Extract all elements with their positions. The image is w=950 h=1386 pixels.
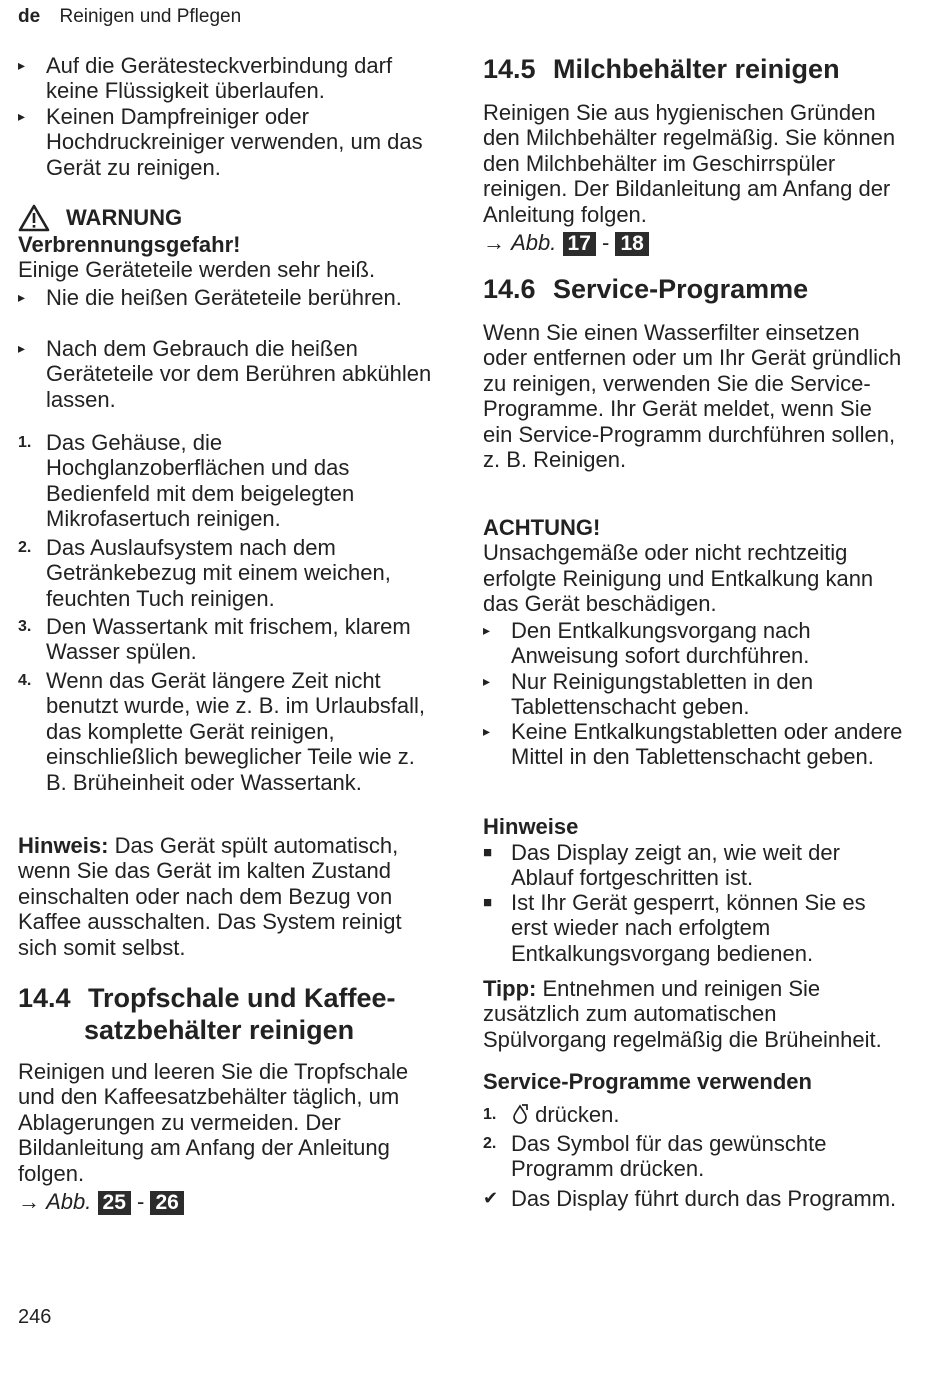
page-number: 246 — [18, 1306, 52, 1328]
step-item: 2. Das Symbol für das gewünschte Programm drücken. — [483, 1131, 827, 1182]
figure-reference: → Abb. 25 - 26 — [18, 1189, 184, 1215]
bullet-arrow-icon: ▸ — [18, 289, 26, 305]
list-item: ▸ Keine Entkalkungstabletten oder andere Mittel in den Tablettenschacht geben. — [483, 719, 903, 770]
hinweis-paragraph — [18, 833, 433, 960]
list-item: ▸ Keinen Dampfreiniger oder Hochdruckreiniger verwenden, um das Gerät zu reinigen. — [18, 104, 423, 180]
bullet-square-icon: ■ — [483, 844, 493, 861]
list-item: ■ Das Display zeigt an, wie weit der Ablauf fortgeschritten ist. — [483, 840, 840, 891]
list-item: ▸ Nie die heißen Geräteteile berühren. — [18, 285, 402, 310]
figure-number: 26 — [150, 1191, 183, 1215]
warning-title: Verbrennungsgefahr! — [18, 232, 241, 257]
bullet-arrow-icon: ▸ — [483, 723, 491, 739]
step-item: 4. Wenn das Gerät längere Zeit nicht benutzt wurde, wie z. B. im Urlaubsfall, das komplette Gerät reinigen, einschließlich beweglicher Teile wie z. B. Brüheinheit oder Wassertank. — [18, 668, 426, 795]
warning-text: Einige Geräteteile werden sehr heiß. — [18, 257, 376, 283]
hinweis-label: Hinweis: — [18, 833, 109, 858]
achtung-label: ACHTUNG! — [483, 515, 601, 540]
warning-label: WARNUNG — [66, 205, 183, 230]
bullet-square-icon: ■ — [483, 894, 493, 911]
language-code: de — [18, 6, 41, 27]
tipp-paragraph — [483, 976, 901, 1052]
service-use-heading: Service-Programme verwenden — [483, 1069, 812, 1094]
section-heading-14-6: 14.6 Service-Programme — [483, 274, 809, 304]
step-item: 1. drücken. — [483, 1102, 620, 1127]
step-item: 1. Das Gehäuse, die Hochglanzoberflächen und das Bedienfeld mit dem beigelegten Mikrofasertuch reinigen. — [18, 430, 355, 532]
hinweis-text: Das Gerät spült automatisch, wenn Sie das Gerät im kalten Zustand einschalten oder nach dem Bezug von Kaffee ausschalten. Das System reinigt sich somit selbst. — [18, 833, 402, 960]
bullet-arrow-icon: ▸ — [18, 340, 26, 356]
list-item: ▸ Den Entkalkungsvorgang nach Anweisung sofort durchführen. — [483, 618, 811, 669]
result-item: ✔ Das Display führt durch das Programm. — [483, 1186, 897, 1211]
figure-number: 25 — [98, 1191, 131, 1215]
step-item: 2. Das Auslaufsystem nach dem Getränkebezug mit einem weichen, feuchten Tuch reinigen. — [18, 535, 391, 611]
page-header — [18, 6, 241, 28]
section-14-5-text: Reinigen Sie aus hygienischen Gründen den Milchbehälter regelmäßig. Sie können den Milchbehälter im Geschirrspüler reinigen. Der Bildanleitung am Anfang der Anleitung folgen. — [483, 100, 896, 227]
hinweise-heading: Hinweise — [483, 814, 579, 839]
tipp-label: Tipp: — [483, 976, 537, 1001]
bullet-arrow-icon: ▸ — [18, 57, 26, 73]
figure-reference: → Abb. 17 - 18 — [483, 230, 649, 256]
list-item: ■ Ist Ihr Gerät gesperrt, können Sie es erst wieder nach erfolgtem Entkalkungsvorgang bedienen. — [483, 890, 866, 966]
bullet-arrow-icon: ▸ — [483, 673, 491, 689]
figure-number: 17 — [563, 232, 596, 256]
arrow-right-icon: → — [18, 1189, 40, 1214]
section-heading-14-4: 14.4 Tropfschale und Kaffee- satzbehälter reinigen — [18, 983, 396, 1045]
section-14-6-text: Wenn Sie einen Wasserfilter einsetzen oder entfernen oder um Ihr Gerät gründlich zu reinigen, verwenden Sie die Service-Programme. Ihr Gerät meldet, wenn Sie ein Service-Programm durchführen sollen, z. B. Reinigen. — [483, 320, 902, 473]
figure-number: 18 — [615, 232, 648, 256]
warning-heading — [18, 204, 438, 232]
header-title: Reinigen und Pflegen — [59, 6, 242, 27]
list-item: ▸ Nur Reinigungstabletten in den Tablettenschacht geben. — [483, 669, 814, 720]
step-item: 3. Den Wassertank mit frischem, klarem Wasser spülen. — [18, 614, 411, 665]
arrow-right-icon: → — [483, 230, 505, 255]
warning-box — [18, 204, 438, 283]
list-item: ▸ Auf die Gerätesteckverbindung darf keine Flüssigkeit überlaufen. — [18, 53, 393, 104]
warning-triangle-icon — [18, 204, 50, 232]
list-item: ▸ Nach dem Gebrauch die heißen Geräteteile vor dem Berühren abkühlen lassen. — [18, 336, 432, 412]
bullet-arrow-icon: ▸ — [483, 622, 491, 638]
tipp-text: Entnehmen und reinigen Sie zusätzlich zum automatischen Spülvorgang regelmäßig die Brüheinheit. — [483, 976, 882, 1052]
bullet-arrow-icon: ▸ — [18, 108, 26, 124]
section-heading-14-5: 14.5 Milchbehälter reinigen — [483, 54, 840, 84]
section-14-4-text: Reinigen und leeren Sie die Tropfschale und den Kaffeesatzbehälter täglich, um Ablagerungen zu vermeiden. Der Bildanleitung am Anfang der Anleitung folgen. — [18, 1059, 409, 1186]
achtung-box — [483, 515, 903, 617]
service-drop-icon — [511, 1104, 529, 1124]
check-icon: ✔ — [483, 1188, 499, 1208]
achtung-text: Unsachgemäße oder nicht rechtzeitig erfolgte Reinigung und Entkalkung kann das Gerät beschädigen. — [483, 540, 874, 617]
